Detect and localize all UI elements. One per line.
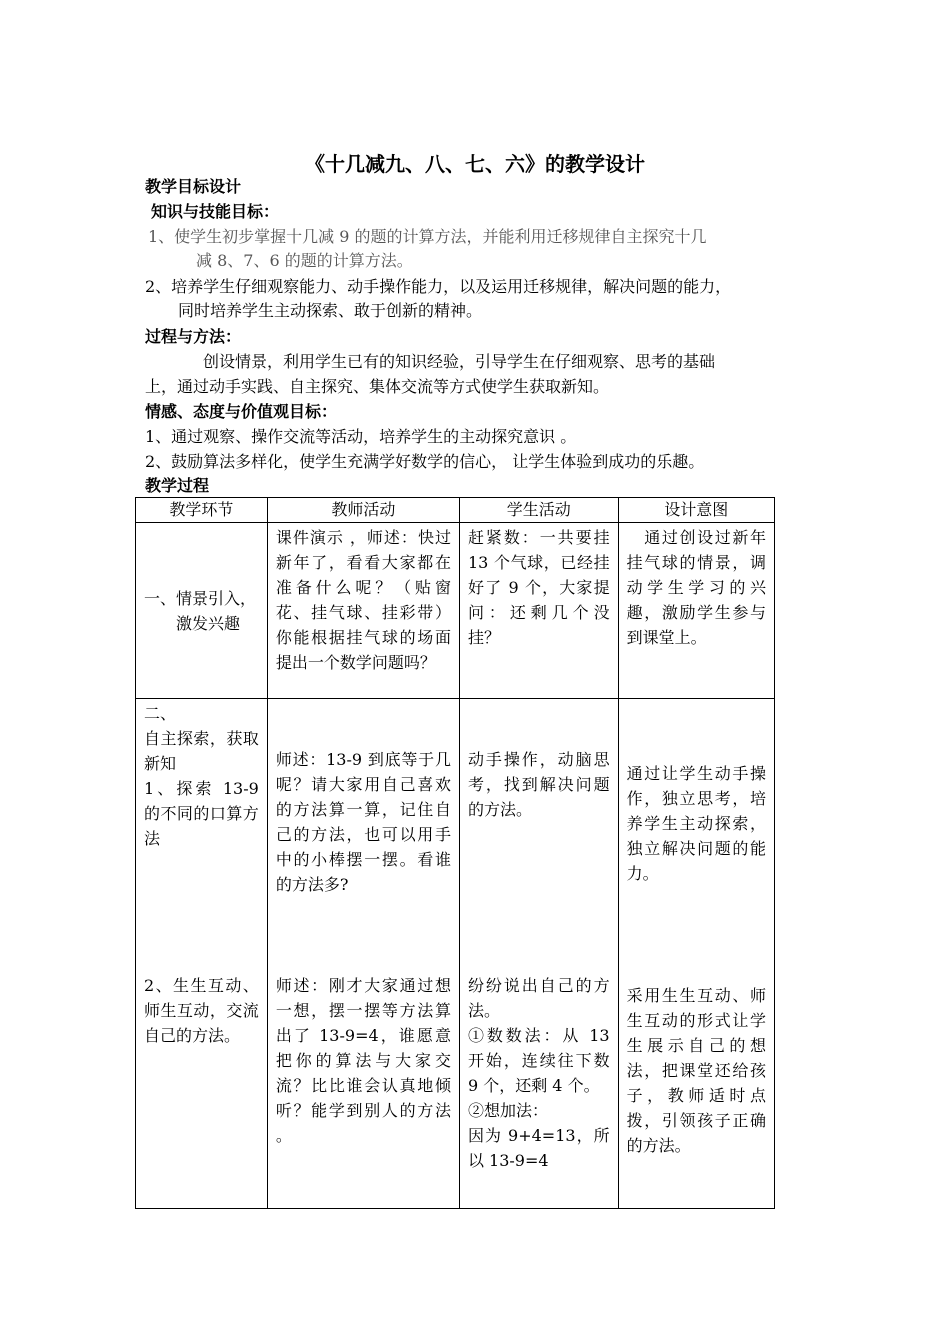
student-cell: [459, 699, 618, 1209]
stage-cell: [136, 699, 268, 1209]
process-method-line1: 创设情景，利用学生已有的知识经验，引导学生在仔细观察、思考的基础: [203, 352, 716, 371]
student-text: 赶紧数：一共要挂 13 个气球，已经挂好了 9 个，大家提问：还剩几个没挂？: [467, 528, 610, 647]
column-header-stage: 教学环节: [136, 498, 268, 523]
teacher-text: 课件演示 ，师述：快过新年了，看看大家都在准备什么呢？（贴窗花、挂气球、挂彩带）你能根据挂气球的场面提出一个数学问题吗？: [275, 528, 451, 672]
knowledge-goal-1-line2: 减 8、7、6 的题的计算方法。: [196, 251, 413, 270]
knowledge-goal-2-line2: 同时培养学生主动探索、敢于创新的精神。: [178, 301, 483, 320]
knowledge-goal-1-line1: 1、使学生初步掌握十几减 9 的题的计算方法，并能利用迁移规律自主探究十几: [148, 227, 707, 246]
intent-text-explore: 通过让学生动手操作，独立思考，培养学生主动探索，独立解决问题的能力。: [626, 764, 766, 883]
stage-text: 一、情景引入， 激发兴趣: [144, 588, 257, 633]
table-header-row: [136, 498, 775, 523]
student-text-explore: 动手操作，动脑思考，找到解决问题的方法。: [467, 750, 610, 819]
emotion-goal-1: 1、通过观察、操作交流等活动，培养学生的主动探究意识 。: [145, 427, 577, 446]
column-header-intent: 设计意图: [618, 498, 774, 523]
teaching-process-table: [135, 497, 775, 1209]
document-title: 《十几减九、八、七、六》的教学设计: [305, 152, 645, 176]
stage-text-explore: 二、 自主探索，获取新知 1、探索 13-9 的不同的口算方法: [144, 704, 259, 848]
teacher-cell: [267, 523, 459, 699]
stage-text-exchange: 2、生生互动、师生互动，交流自己的方法。: [144, 976, 259, 1045]
intent-text: 通过创设过新年挂气球的情景，调动学生学习的兴趣，激励学生参与到课堂上。: [626, 528, 766, 647]
column-header-teacher: 教师活动: [267, 498, 459, 523]
intent-cell: [618, 523, 774, 699]
goals-heading: 教学目标设计: [145, 177, 242, 196]
process-method-heading: 过程与方法：: [145, 327, 242, 346]
teacher-text-explore: 师述：13-9 到底等于几呢？请大家用自己喜欢的方法算一算，记住自己的方法，也可以用手中的小棒摆一摆。看谁的方法多?: [275, 750, 451, 894]
teacher-cell: [267, 699, 459, 1209]
column-header-student: 学生活动: [459, 498, 618, 523]
emotion-heading: 情感、态度与价值观目标：: [145, 402, 338, 421]
intent-cell: [618, 699, 774, 1209]
knowledge-goal-2-line1: 2、培养学生仔细观察能力、动手操作能力，以及运用迁移规律，解决问题的能力，: [145, 277, 732, 296]
teaching-process-heading: 教学过程: [145, 476, 210, 495]
stage-cell: [136, 523, 268, 699]
knowledge-heading: 知识与技能目标：: [151, 202, 280, 221]
table-row: [136, 699, 775, 1209]
emotion-goal-2: 2、鼓励算法多样化，使学生充满学好数学的信心， 让学生体验到成功的乐趣。: [145, 452, 705, 471]
student-text-exchange: 纷纷说出自己的方法。 ①数数法：从 13 开始，连续往下数 9 个，还剩 4 个。 ②想加法： 因为 9+4=13，所以 13-9=4: [467, 976, 610, 1170]
table-row: [136, 523, 775, 699]
process-method-line2: 上，通过动手实践、自主探究、集体交流等方式使学生获取新知。: [145, 377, 610, 396]
intent-text-exchange: 采用生生互动、师生互动的形式让学生展示自己的想法，把课堂还给孩子，教师适时点拨，引领孩子正确的方法。: [626, 986, 766, 1155]
student-cell: [459, 523, 618, 699]
teacher-text-exchange: 师述：刚才大家通过想一想，摆一摆等方法算出了 13-9=4，谁愿意把你的算法与大家交流？比比谁会认真地倾听？能学到别人的方法 。: [275, 976, 451, 1145]
